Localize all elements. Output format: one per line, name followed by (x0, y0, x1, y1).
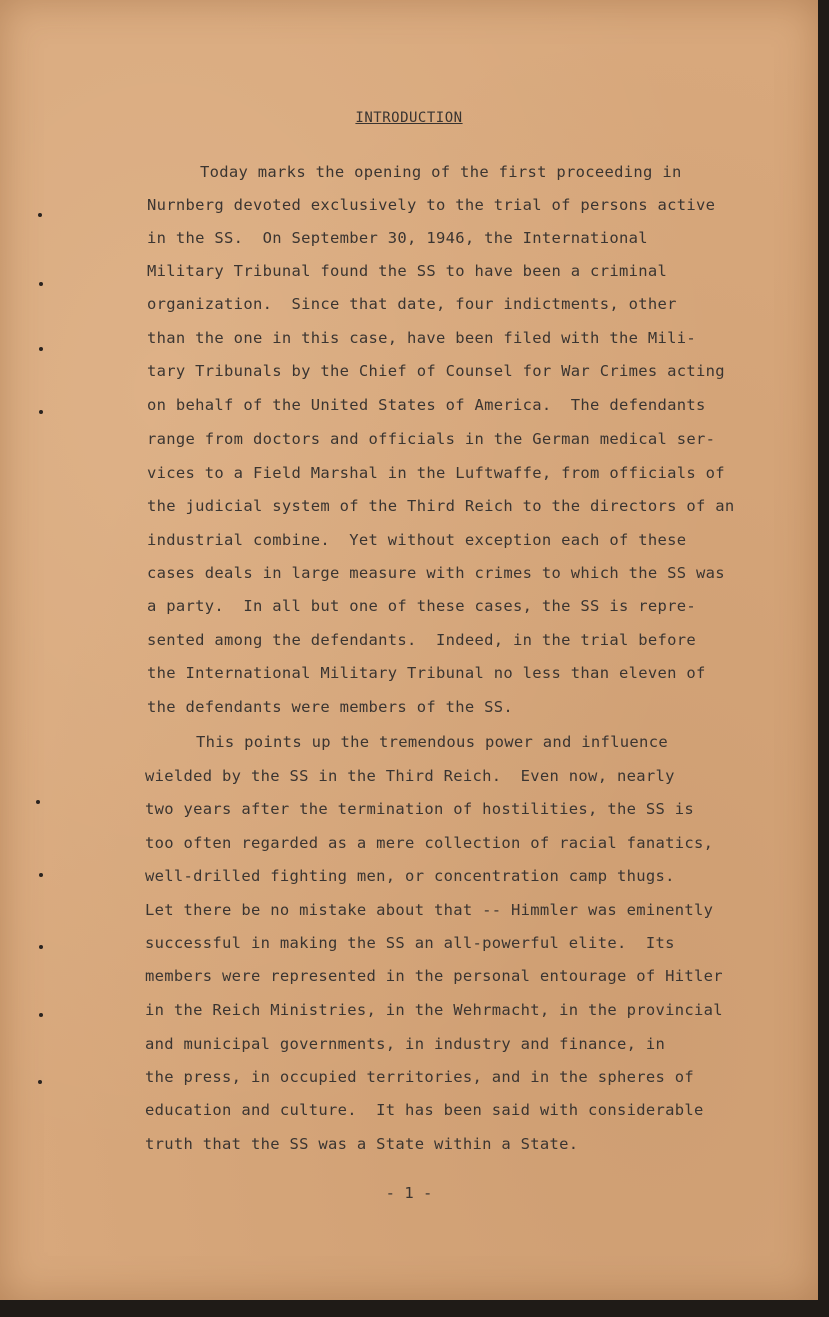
text-line: education and culture. It has been said with considerable (145, 1101, 704, 1119)
text-line: too often regarded as a mere collection of racial fanatics, (145, 834, 714, 852)
text-line: truth that the SS was a State within a State. (145, 1135, 579, 1153)
punch-mark (36, 800, 40, 804)
text-line: This points up the tremendous power and influence (196, 733, 668, 751)
punch-mark (39, 945, 43, 949)
punch-mark (38, 1080, 42, 1084)
page-number: - 1 - (385, 1184, 433, 1202)
text-line: cases deals in large measure with crimes to which the SS was (147, 564, 725, 582)
text-line: in the Reich Ministries, in the Wehrmacht, in the provincial (145, 1001, 723, 1019)
text-line: range from doctors and officials in the German medical ser- (147, 430, 716, 448)
text-line: on behalf of the United States of America. The defendants (147, 396, 706, 414)
text-line: than the one in this case, have been filed with the Mili- (147, 329, 697, 347)
text-line: organization. Since that date, four indictments, other (147, 295, 677, 313)
text-line: wielded by the SS in the Third Reich. Even now, nearly (145, 767, 675, 785)
punch-mark (39, 347, 43, 351)
text-line: two years after the termination of hostilities, the SS is (145, 800, 695, 818)
scan-background-bottom (0, 1300, 829, 1317)
text-line: industrial combine. Yet without exception each of these (147, 531, 687, 549)
text-line: Today marks the opening of the first proceeding in (200, 163, 682, 181)
text-line: the defendants were members of the SS. (147, 698, 514, 716)
text-line: in the SS. On September 30, 1946, the International (147, 229, 648, 247)
text-line: tary Tribunals by the Chief of Counsel for War Crimes acting (147, 362, 725, 380)
punch-mark (38, 213, 42, 217)
text-line: Military Tribunal found the SS to have been a criminal (147, 262, 668, 280)
text-line: the press, in occupied territories, and in the spheres of (145, 1068, 695, 1086)
text-line: members were represented in the personal entourage of Hitler (145, 967, 723, 985)
punch-mark (39, 1013, 43, 1017)
text-line: Nurnberg devoted exclusively to the trial of persons active (147, 196, 716, 214)
document-title: INTRODUCTION (355, 110, 463, 126)
text-line: well-drilled fighting men, or concentration camp thugs. (145, 867, 675, 885)
text-line: the International Military Tribunal no less than eleven of (147, 664, 706, 682)
punch-mark (39, 282, 43, 286)
text-line: successful in making the SS an all-powerful elite. Its (145, 934, 675, 952)
text-line: Let there be no mistake about that -- Himmler was eminently (145, 901, 714, 919)
scan-background-right (818, 0, 829, 1317)
punch-mark (39, 873, 43, 877)
text-line: vices to a Field Marshal in the Luftwaffe, from officials of (147, 464, 725, 482)
text-line: sented among the defendants. Indeed, in the trial before (147, 631, 697, 649)
text-line: the judicial system of the Third Reich to the directors of an (147, 497, 735, 515)
text-line: and municipal governments, in industry and finance, in (145, 1035, 666, 1053)
text-line: a party. In all but one of these cases, the SS is repre- (147, 597, 697, 615)
punch-mark (39, 410, 43, 414)
